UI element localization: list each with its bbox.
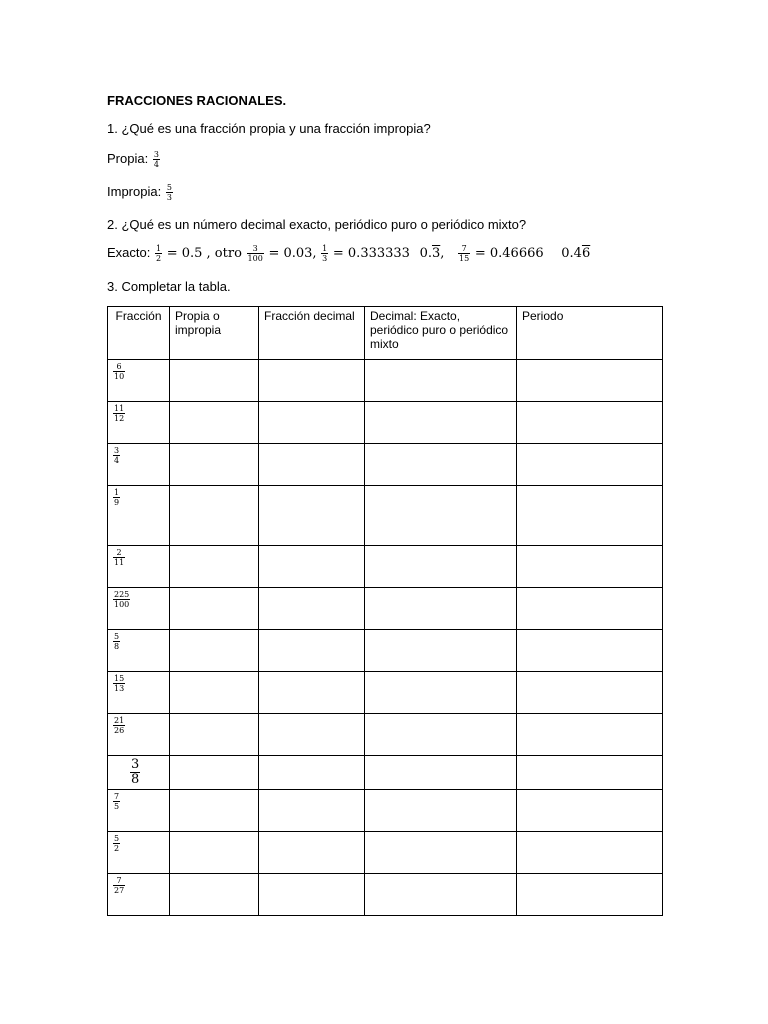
propia-cell[interactable] xyxy=(170,756,259,790)
fraccion-decimal-cell[interactable] xyxy=(259,874,365,916)
propia-fraction: $\frac{3}{4}$ xyxy=(153,150,159,169)
row-fraction: $\frac{11}{12}$ xyxy=(114,404,125,423)
fraction-cell xyxy=(108,444,170,486)
fraccion-decimal-cell[interactable] xyxy=(259,546,365,588)
periodo-cell[interactable] xyxy=(517,756,663,790)
fraccion-decimal-cell[interactable] xyxy=(259,832,365,874)
fraction-cell xyxy=(108,588,170,630)
propia-cell[interactable] xyxy=(170,630,259,672)
table-body xyxy=(108,360,663,916)
periodo-cell[interactable] xyxy=(517,402,663,444)
header-fraccion: Fracción xyxy=(108,307,170,360)
impropia-fraction: $\frac{5}{3}$ xyxy=(166,183,172,202)
fraction-cell xyxy=(108,756,170,790)
fraction-cell xyxy=(108,486,170,546)
periodo-cell[interactable] xyxy=(517,630,663,672)
row-fraction: $\frac{7}{5}$ xyxy=(114,792,120,811)
fraction-cell xyxy=(108,546,170,588)
fraction-cell xyxy=(108,714,170,756)
row-fraction: $\frac{21}{26}$ xyxy=(114,716,125,735)
fraccion-decimal-cell[interactable] xyxy=(259,360,365,402)
question-2: 2. ¿Qué es un número decimal exacto, periódico puro o periódico mixto? xyxy=(107,217,527,232)
periodo-cell[interactable] xyxy=(517,588,663,630)
header-fraccion-decimal: Fracción decimal xyxy=(259,307,365,360)
table-header-row xyxy=(108,307,663,360)
propia-cell[interactable] xyxy=(170,832,259,874)
table-row xyxy=(108,672,663,714)
table-row xyxy=(108,790,663,832)
periodic-1: 0.3, xyxy=(419,245,445,261)
fraccion-decimal-cell[interactable] xyxy=(259,630,365,672)
exacto-examples xyxy=(107,244,590,263)
periodo-cell[interactable] xyxy=(517,874,663,916)
propia-example xyxy=(107,150,161,169)
table-row xyxy=(108,756,663,790)
fraccion-decimal-cell[interactable] xyxy=(259,402,365,444)
impropia-example xyxy=(107,183,174,202)
question-3: 3. Completar la tabla. xyxy=(107,279,231,294)
row-fraction: $\frac{5}{2}$ xyxy=(114,834,120,853)
propia-label: Propia: xyxy=(107,150,149,166)
fraccion-decimal-cell[interactable] xyxy=(259,444,365,486)
result-4: = 0.46666 xyxy=(474,245,544,261)
decimal-type-cell[interactable] xyxy=(365,486,517,546)
decimal-type-cell[interactable] xyxy=(365,790,517,832)
propia-cell[interactable] xyxy=(170,790,259,832)
row-fraction: $\frac{1}{9}$ xyxy=(114,488,120,507)
row-fraction: $\frac{7}{27}$ xyxy=(114,876,125,895)
fraction-cell xyxy=(108,790,170,832)
fraction-cell xyxy=(108,832,170,874)
periodo-cell[interactable] xyxy=(517,486,663,546)
fraction-cell xyxy=(108,672,170,714)
periodic-2: 0.46 xyxy=(561,245,591,261)
fraction-7-15: $\frac{7}{15}$ xyxy=(459,244,470,263)
table-row xyxy=(108,444,663,486)
propia-cell[interactable] xyxy=(170,546,259,588)
periodo-cell[interactable] xyxy=(517,714,663,756)
row-fraction: $\frac{225}{100}$ xyxy=(114,590,130,609)
periodo-cell[interactable] xyxy=(517,546,663,588)
decimal-type-cell[interactable] xyxy=(365,630,517,672)
decimal-type-cell[interactable] xyxy=(365,444,517,486)
decimal-type-cell[interactable] xyxy=(365,714,517,756)
fraction-1-3: $\frac{1}{3}$ xyxy=(322,244,328,263)
table-row xyxy=(108,360,663,402)
row-fraction: $\frac{3}{4}$ xyxy=(114,446,120,465)
periodo-cell[interactable] xyxy=(517,672,663,714)
decimal-type-cell[interactable] xyxy=(365,546,517,588)
fraction-3-100: $\frac{3}{100}$ xyxy=(247,244,263,263)
fraction-cell xyxy=(108,874,170,916)
propia-cell[interactable] xyxy=(170,402,259,444)
header-tipo-decimal: Decimal: Exacto, periódico puro o periódico mixto xyxy=(365,307,517,360)
row-fraction: $\frac{6}{10}$ xyxy=(114,362,125,381)
decimal-type-cell[interactable] xyxy=(365,832,517,874)
fraccion-decimal-cell[interactable] xyxy=(259,588,365,630)
fraction-1-2: $\frac{1}{2}$ xyxy=(155,244,162,263)
propia-cell[interactable] xyxy=(170,588,259,630)
propia-cell[interactable] xyxy=(170,874,259,916)
fraccion-decimal-cell[interactable] xyxy=(259,672,365,714)
periodo-cell[interactable] xyxy=(517,444,663,486)
decimal-type-cell[interactable] xyxy=(365,756,517,790)
table-row xyxy=(108,402,663,444)
propia-cell[interactable] xyxy=(170,486,259,546)
result-3: = 0.333333 xyxy=(332,245,410,261)
fraccion-decimal-cell[interactable] xyxy=(259,790,365,832)
fraccion-decimal-cell[interactable] xyxy=(259,756,365,790)
periodo-cell[interactable] xyxy=(517,360,663,402)
propia-cell[interactable] xyxy=(170,360,259,402)
table-row xyxy=(108,630,663,672)
row-fraction: $\frac{5}{8}$ xyxy=(114,632,120,651)
decimal-type-cell[interactable] xyxy=(365,672,517,714)
fraction-cell xyxy=(108,630,170,672)
propia-cell[interactable] xyxy=(170,444,259,486)
decimal-type-cell[interactable] xyxy=(365,402,517,444)
propia-cell[interactable] xyxy=(170,714,259,756)
row-fraction: $\frac{2}{11}$ xyxy=(114,548,125,567)
decimal-type-cell[interactable] xyxy=(365,588,517,630)
fraccion-decimal-cell[interactable] xyxy=(259,714,365,756)
table-row xyxy=(108,874,663,916)
row-fraction: $\frac{15}{13}$ xyxy=(114,674,125,693)
table-row xyxy=(108,832,663,874)
question-1: 1. ¿Qué es una fracción propia y una fracción impropia? xyxy=(107,121,431,136)
row-fraction: $\frac{3}{8}$ xyxy=(131,757,140,787)
page-title: FRACCIONES RACIONALES. xyxy=(107,93,287,108)
decimal-type-cell[interactable] xyxy=(365,874,517,916)
table-row xyxy=(108,546,663,588)
periodo-cell[interactable] xyxy=(517,790,663,832)
table-row xyxy=(108,714,663,756)
table-row xyxy=(108,588,663,630)
fraction-cell xyxy=(108,402,170,444)
decimal-type-cell[interactable] xyxy=(365,360,517,402)
fraction-cell xyxy=(108,360,170,402)
impropia-label: Impropia: xyxy=(107,183,162,199)
table-row xyxy=(108,486,663,546)
result-2: = 0.03, xyxy=(268,245,317,261)
result-1: = 0.5 , otro xyxy=(166,245,242,261)
periodo-cell[interactable] xyxy=(517,832,663,874)
propia-cell[interactable] xyxy=(170,672,259,714)
header-propia-impropia: Propia o impropia xyxy=(170,307,259,360)
exacto-label: Exacto: xyxy=(107,244,151,260)
fractions-table xyxy=(107,306,663,916)
fraccion-decimal-cell[interactable] xyxy=(259,486,365,546)
header-periodo: Periodo xyxy=(517,307,663,360)
